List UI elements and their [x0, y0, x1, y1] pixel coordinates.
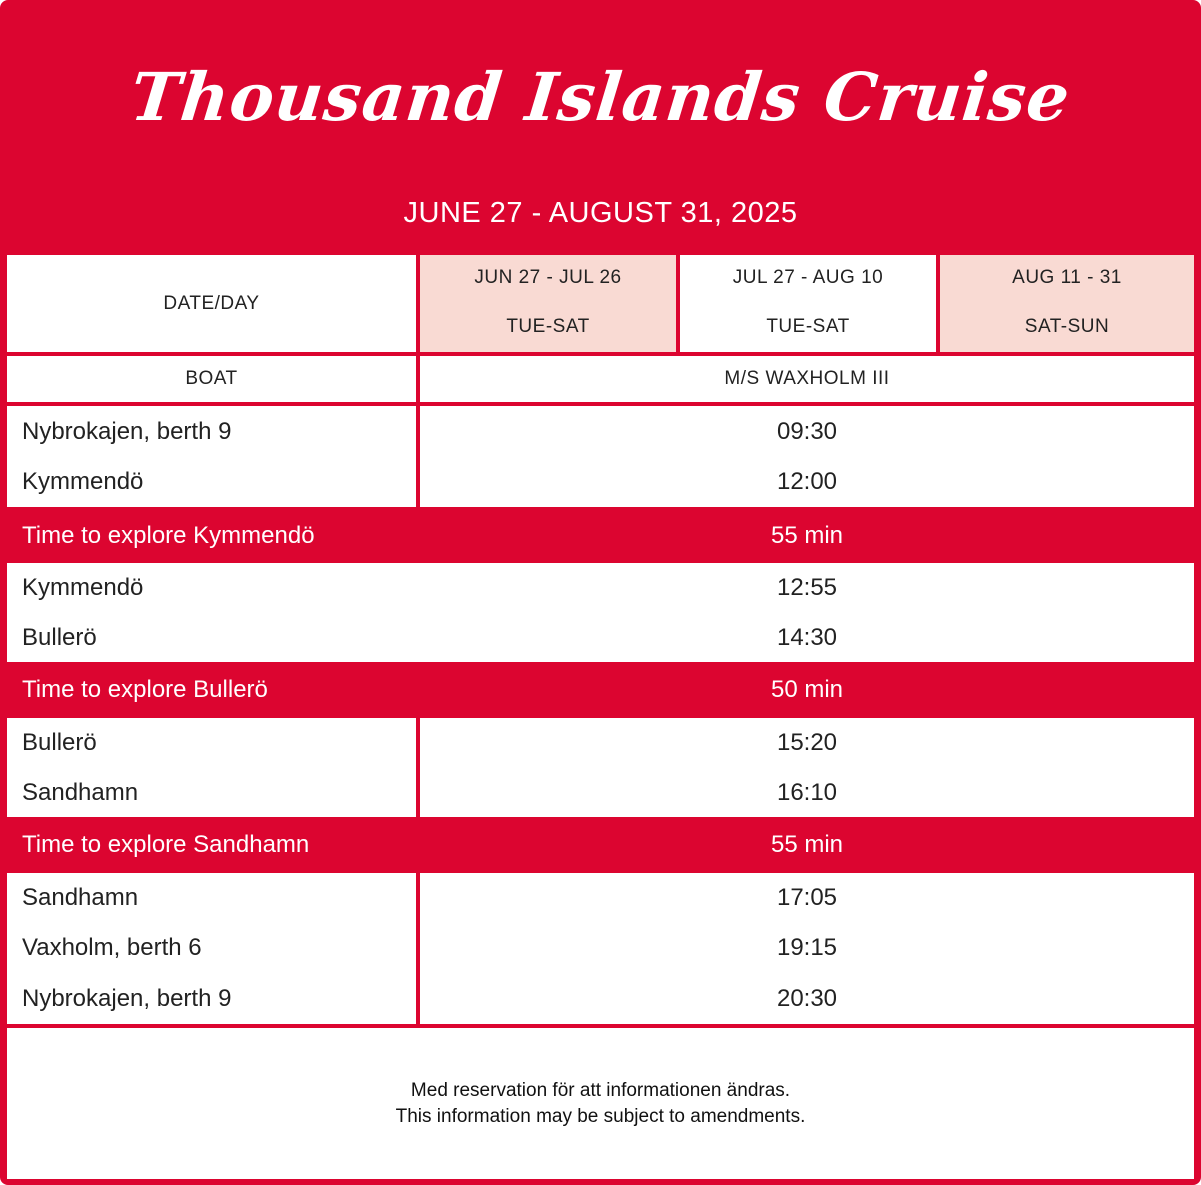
explore-label: Time to explore Bullerö	[22, 676, 268, 703]
stop-label: Nybrokajen, berth 9	[22, 417, 232, 445]
departure-time: 15:20	[776, 729, 838, 756]
period-2-days: TUE-SAT	[680, 301, 936, 352]
season-dates: JUNE 27 - AUGUST 31, 2025	[403, 197, 798, 229]
explore-duration: 55 min	[770, 831, 844, 858]
explore-duration: 55 min	[770, 522, 844, 549]
period-3-days: SAT-SUN	[940, 301, 1194, 352]
boat-name: M/S WAXHOLM III	[420, 356, 1194, 402]
departure-time: 14:30	[776, 623, 838, 651]
boat-label: BOAT	[7, 356, 416, 402]
disclaimer-english: This information may be subject to amendments.	[395, 1105, 806, 1127]
stop-label: Bullerö	[22, 729, 97, 756]
stop-label: Bullerö	[22, 623, 97, 651]
departure-time: 19:15	[776, 934, 838, 961]
departure-time: 20:30	[776, 984, 838, 1012]
explore-label: Time to explore Kymmendö	[22, 522, 315, 549]
stop-label: Sandhamn	[22, 778, 139, 806]
period-1-dates: JUN 27 - JUL 26	[420, 255, 676, 301]
disclaimer-swedish: Med reservation för att informationen ändras.	[410, 1079, 791, 1101]
stop-label: Sandhamn	[22, 884, 139, 911]
stop-label: Vaxholm, berth 6	[22, 934, 202, 961]
stop-label: Nybrokajen, berth 9	[22, 984, 232, 1012]
explore-label: Time to explore Sandhamn	[22, 831, 310, 858]
page-title: Thousand Islands Cruise	[126, 58, 1074, 136]
period-1-days: TUE-SAT	[420, 301, 676, 352]
departure-time: 16:10	[776, 778, 838, 806]
departure-time: 12:00	[776, 468, 838, 495]
departure-time: 09:30	[776, 417, 838, 445]
date-day-label: DATE/DAY	[7, 255, 416, 352]
explore-duration: 50 min	[770, 676, 844, 703]
stop-label: Kymmendö	[22, 468, 144, 495]
disclaimer	[7, 1028, 1194, 1179]
departure-time: 17:05	[776, 884, 838, 911]
departure-time: 12:55	[776, 574, 838, 601]
stop-label: Kymmendö	[22, 574, 144, 601]
period-2-dates: JUL 27 - AUG 10	[680, 255, 936, 301]
period-3-dates: AUG 11 - 31	[940, 255, 1194, 301]
